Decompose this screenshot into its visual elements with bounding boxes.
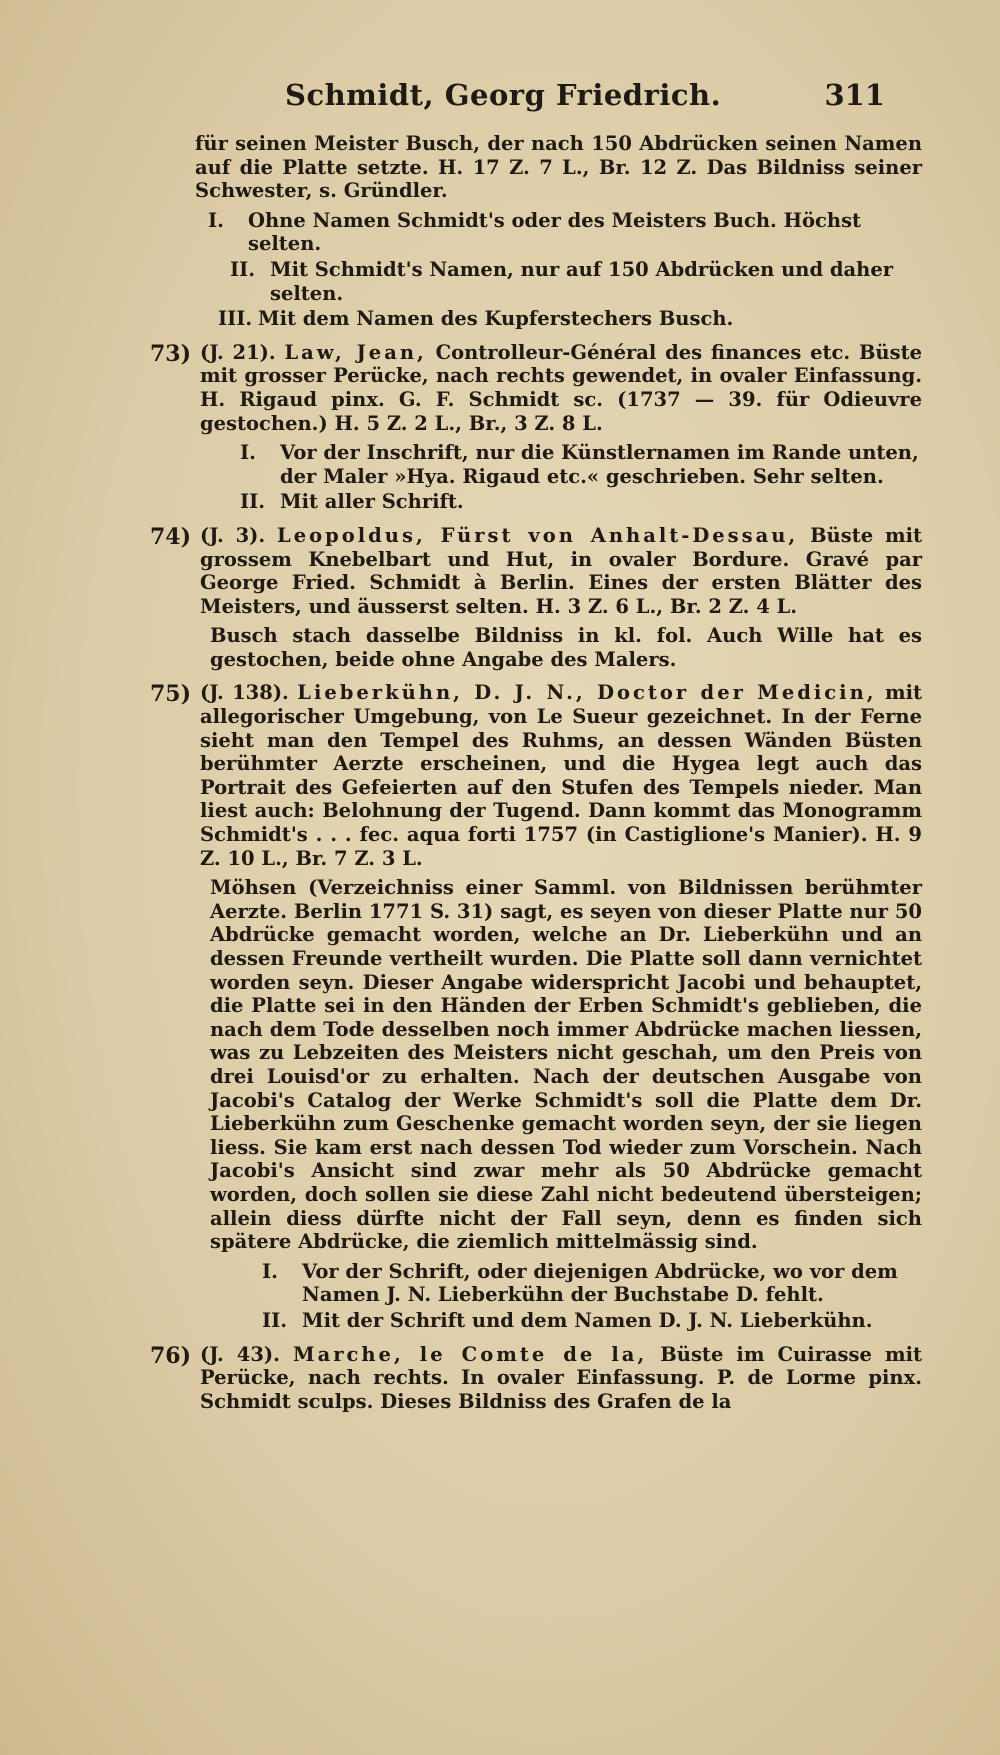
state-text: Mit der Schrift und dem Namen D. J. N. Lieberkühn.	[302, 1308, 873, 1332]
entry-note: Möhsen (Verzeichniss einer Samml. von Bildnissen berühmter Aerzte. Berlin 1771 S. 31) sagt, es seyen von dieser Platte nur 50 Abdrücke gemacht worden, welche an Dr. Lieberkühn und an dessen Freunde vertheilt wurden. Die Platte soll dann vernichtet worden seyn. Dieser Angabe widerspricht Jacobi und behauptet, die Platte sei in den Händen der Erben Schmidt's geblieben, die nach dem Tode desselben noch immer Abdrücke machen liessen, was zu Lebzeiten des Meisters nicht geschah, um den Preis von drei Louisd'or zu erhalten. Nach der deutschen Ausgabe von Jacobi's Catalog der Werke Schmidt's soll die Platte dem Dr. Lieberkühn zum Geschenke gemacht worden seyn, der sie liegen liess. Sie kam erst nach dessen Tod wieder zum Vorschein. Nach Jacobi's Ansicht sind zwar mehr als 50 Abdrücke gemacht worden, doch sollen sie diese Zahl nicht bedeutend übersteigen; allein diess dürfte nicht der Fall seyn, denn es finden sich spätere Abdrücke, die ziemlich mittelmässig sind.	[210, 876, 922, 1254]
page-body	[150, 132, 922, 1419]
state-label: II.	[240, 490, 266, 514]
state-item	[262, 1260, 922, 1307]
running-header	[285, 78, 885, 118]
state-text: Mit dem Namen des Kupferstechers Busch.	[258, 307, 734, 331]
state-text: Vor der Schrift, oder diejenigen Abdrücke, wo vor dem Namen J. N. Lieberkühn der Buchstabe D. fehlt.	[302, 1259, 898, 1307]
state-label: I.	[208, 208, 224, 232]
catalog-entry	[150, 524, 922, 618]
entry-note: Busch stach dasselbe Bildniss in kl. fol. Auch Wille hat es gestochen, beide ohne Angabe des Malers.	[210, 624, 922, 671]
entry-text: Büste im Cuirasse mit Perücke, nach rechts. In ovaler Einfassung. P. de Lorme pinx. Schmidt sculps. Dieses Bildniss des Grafen de la	[200, 1342, 922, 1413]
entry-text: Controlleur-Général des finances etc. Büste mit grosser Perücke, nach rechts gewendet, in ovaler Einfassung. H. Rigaud pinx. G. F. Schmidt sc. (1737 — 39. für Odieuvre gestochen.) H. 5 Z. 2 L., Br., 3 Z. 8 L.	[200, 340, 922, 435]
state-label: II.	[230, 257, 256, 281]
catalog-entry	[150, 681, 922, 870]
entry-number: 73)	[150, 340, 192, 367]
state-label: II.	[262, 1308, 288, 1332]
entry-text: mit allegorischer Umgebung, von Le Sueur gezeichnet. In der Ferne sieht man den Tempel des Ruhms, an dessen Wänden Büsten berühmter Aerzte erscheinen, und die Hygea legt auch das Portrait des Gefeierten auf den Stufen des Tempels nieder. Man liest auch: Belohnung der Tugend. Dann kommt das Monogramm Schmidt's . . . fec. aqua forti 1757 (in Castiglione's Manier). H. 9 Z. 10 L., Br. 7 Z. 3 L.	[200, 681, 922, 870]
state-item	[208, 209, 922, 256]
state-text: Ohne Namen Schmidt's oder des Meisters Buch. Höchst selten.	[248, 208, 862, 256]
state-item	[240, 490, 922, 514]
state-item	[262, 1309, 922, 1333]
entry-ref: (J. 3).	[200, 523, 266, 547]
catalog-entry	[150, 341, 922, 435]
catalog-entry	[150, 1343, 922, 1414]
intro-state-list	[208, 209, 922, 331]
state-label: III.	[218, 307, 253, 331]
state-item	[230, 258, 922, 305]
entry-number: 74)	[150, 523, 192, 550]
entry-state-list	[262, 1260, 922, 1333]
state-text: Vor der Inschrift, nur die Künstlernamen im Rande unten, der Maler »Hya. Rigaud etc.« geschrieben. Sehr selten.	[280, 441, 919, 488]
entry-ref: (J. 43).	[200, 1342, 280, 1366]
state-text: Mit Schmidt's Namen, nur auf 150 Abdrücken und daher selten.	[270, 257, 894, 305]
entry-text: Büste mit grossem Knebelbart und Hut, in ovaler Bordure. Gravé par George Fried. Schmidt à Berlin. Eines der ersten Blätter des Meisters, und äusserst selten. H. 3 Z. 6 L., Br. 2 Z. 4 L.	[200, 523, 922, 618]
entry-name: Lieberkühn, D. J. N., Doctor der Medicin,	[297, 681, 877, 705]
entry-name: Leopoldus, Fürst von Anhalt-Dessau,	[277, 523, 799, 547]
entry-ref: (J. 138).	[200, 681, 289, 705]
state-item	[218, 307, 922, 331]
entry-state-list	[240, 441, 922, 514]
header-title: Schmidt, Georg Friedrich.	[285, 78, 722, 112]
entry-number: 75)	[150, 681, 192, 708]
page-number: 311	[824, 78, 885, 112]
state-text: Mit aller Schrift.	[280, 490, 464, 514]
entry-number: 76)	[150, 1342, 192, 1369]
entry-name: Law, Jean,	[284, 340, 427, 364]
state-item	[240, 441, 922, 488]
entry-ref: (J. 21).	[200, 340, 276, 364]
state-label: I.	[262, 1259, 278, 1283]
intro-paragraph: für seinen Meister Busch, der nach 150 Abdrücken seinen Namen auf die Platte setzte. H. 17 Z. 7 L., Br. 12 Z. Das Bildniss seiner Schwester, s. Gründler.	[195, 132, 922, 203]
state-label: I.	[240, 441, 256, 465]
entry-name: Marche, le Comte de la,	[293, 1342, 648, 1366]
